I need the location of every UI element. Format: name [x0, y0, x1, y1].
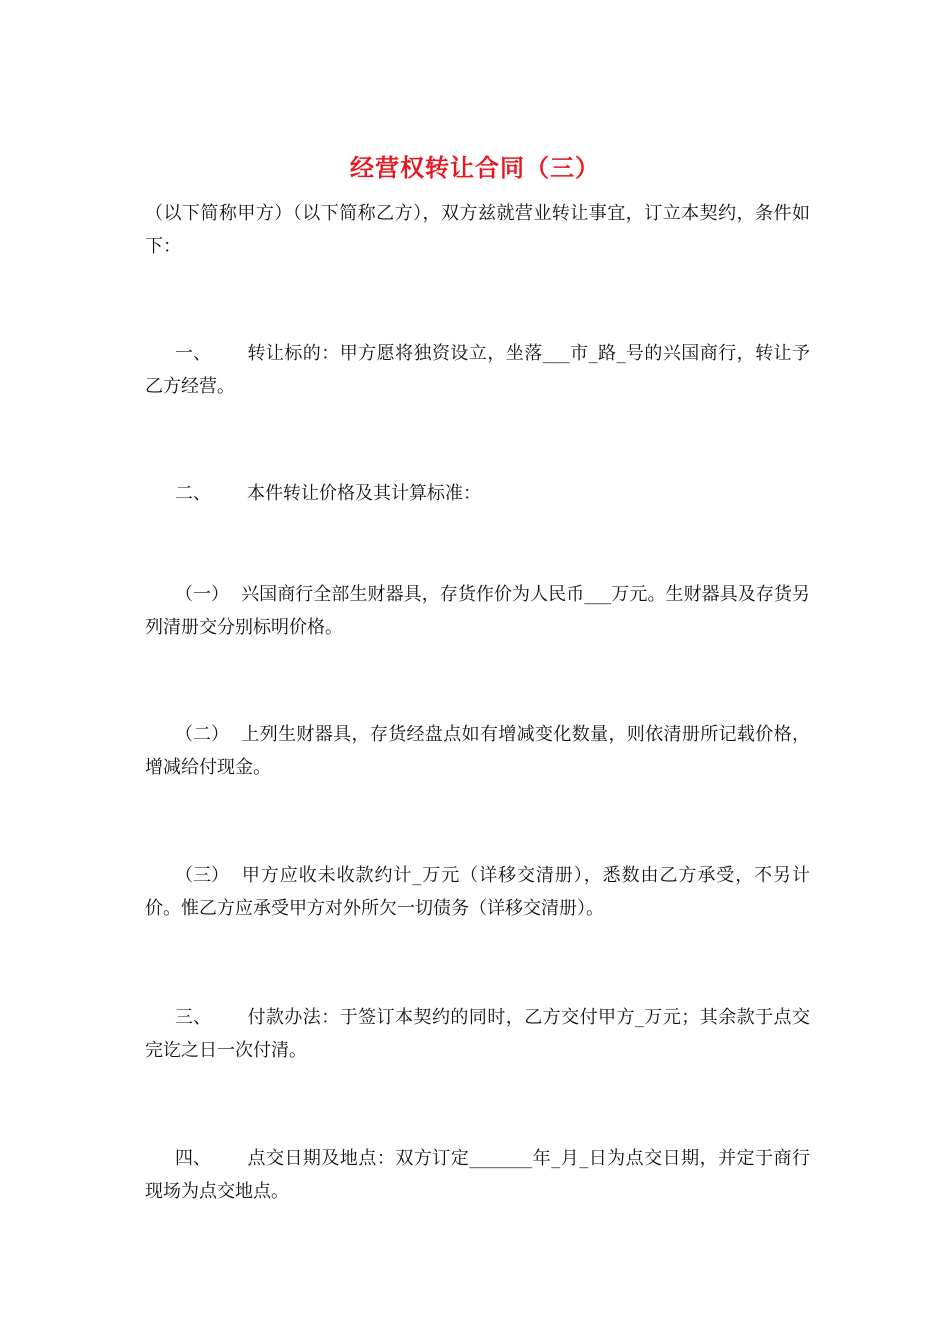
clause-4 — [145, 1142, 810, 1208]
clause-1 — [145, 337, 810, 403]
clause-1-text: 转让标的：甲方愿将独资设立，坐落___市_路_号的兴国商行，转让予乙方经营。 — [145, 343, 810, 397]
clause-3-number: 三、 — [175, 1007, 211, 1028]
clause-3-text: 付款办法：于签订本契约的同时，乙方交付甲方_万元；其余款于点交完讫之日一次付清。 — [145, 1007, 810, 1061]
clause-3 — [145, 1001, 810, 1067]
intro-text: （以下简称甲方）（以下简称乙方），双方兹就营业转让事宜，订立本契约，条件如下： — [145, 203, 810, 257]
clause-2-1 — [145, 578, 810, 644]
clause-2-2 — [145, 718, 810, 784]
clause-2-number: 二、 — [175, 483, 211, 504]
intro-paragraph — [145, 197, 810, 263]
clause-1-number: 一、 — [175, 343, 211, 364]
clause-4-number: 四、 — [175, 1148, 211, 1169]
document-title: 经营权转让合同（三） — [350, 153, 600, 182]
clause-2-3 — [145, 859, 810, 925]
clause-2-1-number: （一） — [175, 584, 229, 605]
clause-2-3-number: （三） — [175, 865, 229, 886]
clause-4-text: 点交日期及地点：双方订定_______年_月_日为点交日期，并定于商行现场为点交地点。 — [145, 1148, 810, 1202]
clause-2-2-text: 上列生财器具，存货经盘点如有增减变化数量，则依清册所记载价格，增减给付现金。 — [145, 724, 810, 778]
clause-2-3-text: 甲方应收未收款约计_万元（详移交清册），悉数由乙方承受，不另计价。惟乙方应承受甲方对外所欠一切债务（详移交清册）。 — [145, 865, 810, 919]
clause-2-2-number: （二） — [175, 724, 229, 745]
clause-2 — [145, 477, 810, 510]
clause-2-1-text: 兴国商行全部生财器具，存货作价为人民币___万元。生财器具及存货另列清册交分别标明价格。 — [145, 584, 810, 638]
clause-2-text: 本件转让价格及其计算标准： — [247, 483, 481, 504]
